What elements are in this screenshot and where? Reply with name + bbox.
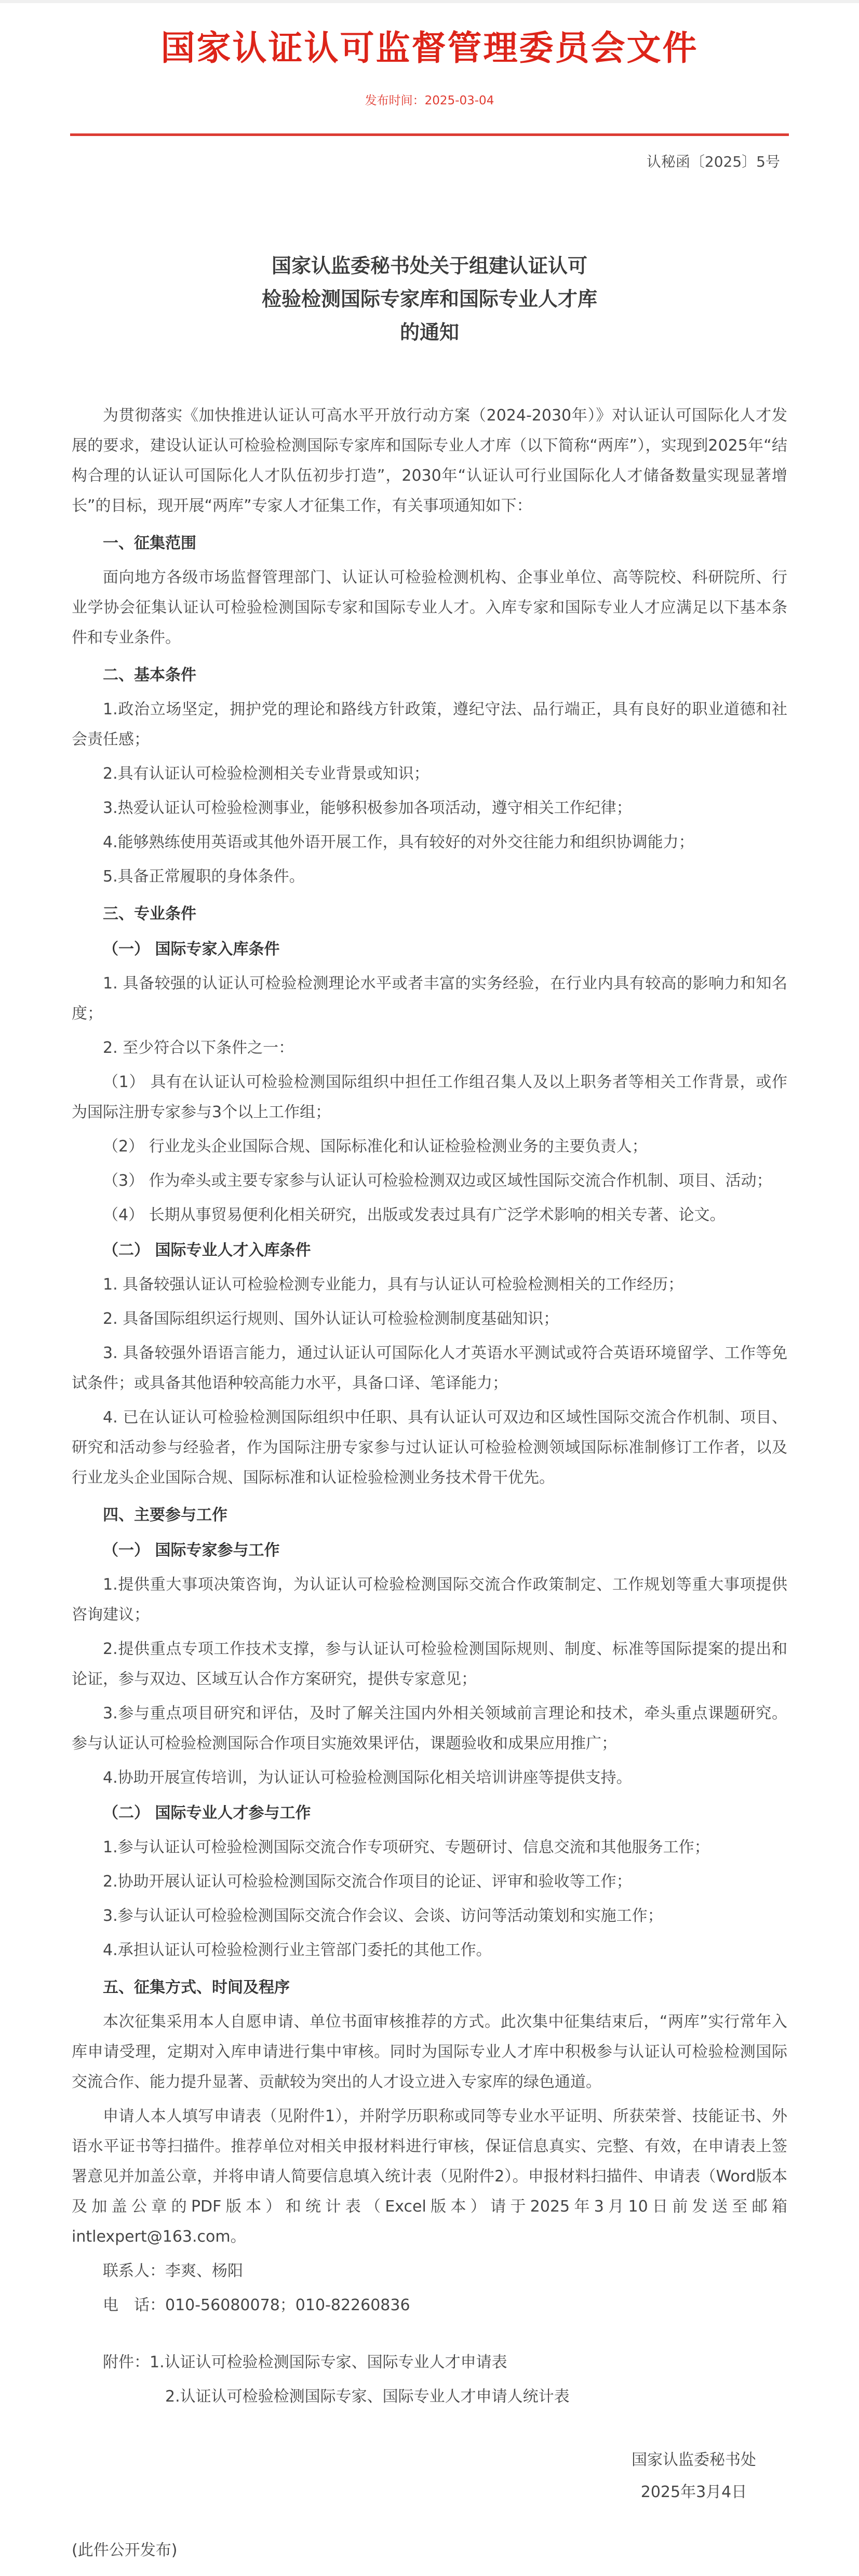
sub-heading: （一） 国际专家参与工作 — [103, 1541, 280, 1560]
document-title-line: 国家认监委秘书处关于组建认证认可 — [271, 254, 587, 277]
paragraph: 3. 具备较强外语语言能力，通过认证认可国际化人才英语水平测试或符合英语环境留学、工作等免试条件；或具备其他语种较高能力水平，具备口译、笔译能力； — [72, 1344, 787, 1392]
sub-heading: （二） 国际专业人才入库条件 — [103, 1241, 311, 1259]
attachment-line: 附件：1.认证认可检验检测国际专家、国际专业人才申请表 — [103, 2353, 507, 2371]
doc-number: 认秘函〔2025〕5号 — [646, 153, 780, 170]
paragraph: （3） 作为牵头或主要专家参与认证认可检验检测双边或区域性国际交流合作机制、项目、活动； — [103, 1171, 772, 1190]
section-heading: 二、基本条件 — [103, 666, 196, 684]
section-heading: 五、征集方式、时间及程序 — [103, 1978, 290, 1997]
document-title-line: 检验检测国际专家库和国际专业人才库 — [261, 287, 597, 310]
paragraph: 4.能够熟练使用英语或其他外语开展工作，具有较好的对外交往能力和组织协调能力； — [103, 833, 694, 851]
contact-line: 电 话：010-56080078；010-82260836 — [103, 2296, 410, 2314]
document-title-line: 的通知 — [399, 320, 459, 344]
contact-line: 联系人：李爽、杨阳 — [103, 2261, 243, 2280]
paragraph: 1.参与认证认可检验检测国际交流合作专项研究、专题研讨、信息交流和其他服务工作； — [103, 1838, 710, 1856]
paragraph: 2. 具备国际组织运行规则、国外认证认可检验检测制度基础知识； — [103, 1309, 559, 1328]
signature-issuer: 国家认监委秘书处 — [632, 2450, 756, 2469]
paragraph: 2. 至少符合以下条件之一： — [103, 1038, 294, 1057]
attachment-line: 2.认证认可检验检测国际专家、国际专业人才申请人统计表 — [165, 2387, 570, 2406]
section-heading: 一、征集范围 — [103, 534, 196, 552]
browser-top-strip — [0, 0, 859, 3]
paragraph: 申请人本人填写申请表（见附件1），并附学历职称或同等专业水平证明、所获荣誉、技能证书、外语水平证书等扫描件。推荐单位对相关申报材料进行审核，保证信息真实、完整、有效，在申请表上签署意见并加盖公章，并将申请人简要信息填入统计表（见附件2）。申报材料扫描件、申请表（Word版本及加盖公章的PDF版本）和统计表（Excel版本）请于2025年3月10日前发送至邮箱intlexpert@163.com。 — [72, 2107, 787, 2246]
paragraph: 4.承担认证认可检验检测行业主管部门委托的其他工作。 — [103, 1941, 492, 1959]
paragraph: （2） 行业龙头企业国际合规、国际标准化和认证检验检测业务的主要负责人； — [103, 1137, 648, 1156]
paragraph: 2.提供重点专项工作技术支撑，参与认证认可检验检测国际规则、制度、标准等国际提案的提出和论证，参与双边、区域互认合作方案研究，提供专家意见； — [72, 1639, 787, 1688]
publish-date: 发布时间：2025-03-04 — [365, 93, 494, 107]
document-title — [0, 249, 859, 349]
paragraph: 面向地方各级市场监督管理部门、认证认可检验检测机构、企事业单位、高等院校、科研院所、行业学协会征集认证认可检验检测国际专家和国际专业人才。入库专家和国际专业人才应满足以下基本条件和专业条件。 — [72, 568, 787, 647]
org-title: 国家认证认可监督管理委员会文件 — [160, 28, 699, 68]
paragraph: 为贯彻落实《加快推进认证认可高水平开放行动方案（2024-2030年）》对认证认可国际化人才发展的要求，建设认证认可检验检测国际专家库和国际专业人才库（以下简称“两库”），实现到2025年“结构合理的认证认可国际化人才队伍初步打造”，2030年“认证认可行业国际化人才储备数量实现显著增长”的目标，现开展“两库”专家人才征集工作，有关事项通知如下： — [72, 406, 787, 515]
paragraph: 3.参与认证认可检验检测国际交流合作会议、会谈、访问等活动策划和实施工作； — [103, 1906, 663, 1925]
paragraph: 1.提供重大事项决策咨询，为认证认可检验检测国际交流合作政策制定、工作规划等重大事项提供咨询建议； — [72, 1575, 787, 1624]
paragraph: （1） 具有在认证认可检验检测国际组织中担任工作组召集人及以上职务者等相关工作背景，或作为国际注册专家参与3个以上工作组； — [72, 1073, 787, 1121]
signature-block — [632, 2444, 756, 2509]
paragraph: 2.协助开展认证认可检验检测国际交流合作项目的论证、评审和验收等工作； — [103, 1872, 632, 1891]
paragraph-list — [72, 401, 787, 2412]
paragraph: 2.具有认证认可检验检测相关专业背景或知识； — [103, 764, 429, 783]
paragraph: 本次征集采用本人自愿申请、单位书面审核推荐的方式。此次集中征集结束后，“两库”实行常年入库申请受理，定期对入库申请进行集中审核。同时为国际专业人才库中积极参与认证认可检验检测国际交流合作、能力提升显著、贡献较为突出的人才设立进入专家库的绿色通道。 — [72, 2012, 787, 2091]
paragraph: 4. 已在认证认可检验检测国际组织中任职、具有认证认可双边和区域性国际交流合作机制、项目、研究和活动参与经验者，作为国际注册专家参与过认证认可检验检测领域国际标准制修订工作者，以及行业龙头企业国际合规、国际标准和认证检验检测业务技术骨干优先。 — [72, 1408, 787, 1487]
paragraph: （4） 长期从事贸易便利化相关研究，出版或发表过具有广泛学术影响的相关专著、论文。 — [103, 1205, 726, 1224]
paragraph: 1. 具备较强的认证认可检验检测理论水平或者丰富的实务经验，在行业内具有较高的影响力和知名度； — [72, 974, 787, 1023]
document-body — [0, 349, 859, 2576]
signature-date: 2025年3月4日 — [640, 2483, 747, 2501]
section-heading: 三、专业条件 — [103, 904, 196, 923]
section-heading: 四、主要参与工作 — [103, 1506, 227, 1524]
paragraph: 4.协助开展宣传培训，为认证认可检验检测国际化相关培训讲座等提供支持。 — [103, 1768, 632, 1787]
paragraph: 5.具备正常履职的身体条件。 — [103, 867, 305, 886]
red-divider — [70, 133, 789, 136]
sub-heading: （一） 国际专家入库条件 — [103, 940, 280, 958]
sub-heading: （二） 国际专业人才参与工作 — [103, 1804, 311, 1822]
footer-note: (此件公开发布) — [72, 2541, 178, 2559]
paragraph: 3.热爱认证认可检验检测事业，能够积极参加各项活动，遵守相关工作纪律； — [103, 798, 632, 817]
paragraph: 3.参与重点项目研究和评估，及时了解关注国内外相关领域前言理论和技术，牵头重点课题研究。参与认证认可检验检测国际合作项目实施效果评估，课题验收和成果应用推广； — [72, 1704, 787, 1753]
paragraph: 1. 具备较强认证认可检验检测专业能力，具有与认证认可检验检测相关的工作经历； — [103, 1275, 684, 1294]
paragraph: 1.政治立场坚定，拥护党的理论和路线方针政策，遵纪守法、品行端正，具有良好的职业道德和社会责任感； — [72, 700, 787, 749]
